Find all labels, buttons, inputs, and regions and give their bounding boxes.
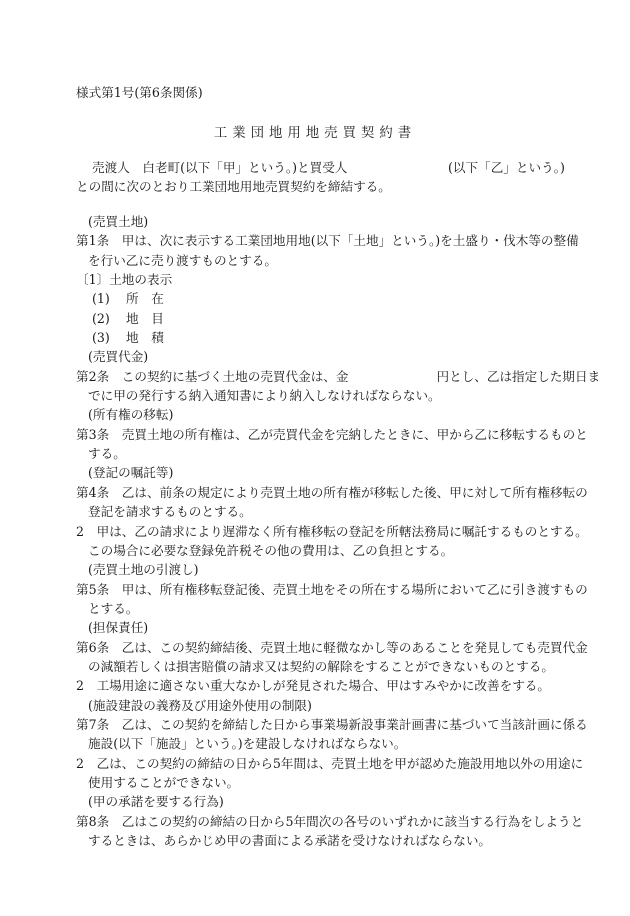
price-text-after: 円とし、乙は指定した期日ま	[436, 368, 601, 384]
article-line: 第4条 乙は、前条の規定により売買土地の所有権が移転した後、甲に対して所有権移転の	[76, 484, 588, 500]
article-line: 第3条 売買土地の所有権は、乙が売買代金を完納したときに、甲から乙に移転するものと	[76, 426, 588, 442]
article-continuation: するときは、あらかじめ甲の書面による承諾を受けなければならない。	[88, 833, 491, 848]
item-number: (3)	[92, 330, 110, 346]
article-continuation: の減額若しくは損害賠償の請求又は契約の解除をすることができないものとする。	[88, 658, 554, 674]
article-continuation: する。	[88, 446, 126, 462]
article-line: 第6条 乙は、この契約締結後、売買土地に軽微なかし等のあることを発見しても売買代金	[76, 639, 588, 655]
item-label: 所 在	[126, 291, 164, 307]
article-line: 2 工場用途に適さない重大なかしが発見された場合、甲はすみやかに改善をする。	[76, 678, 550, 694]
article-continuation: 登記を請求するものとする。	[88, 504, 252, 520]
section-heading: (施設建設の義務及び用途外使用の制限)	[88, 697, 312, 713]
item-label: 地 積	[126, 330, 164, 346]
land-display-item	[76, 328, 566, 347]
section-heading: (登記の嘱託等)	[88, 465, 174, 481]
item-number: (1)	[92, 291, 110, 307]
article-line: 第7条 乙は、この契約を締結した日から事業場新設事業計画書に基づいて当該計画に係る	[76, 716, 588, 732]
preamble-seller-buyer: 売渡人 白老町(以下「甲」という。)と買受人	[92, 160, 348, 175]
article-line: 2 乙は、この契約の締結の日から5年間は、売買土地を甲が認めた施設用地以外の用途に	[76, 755, 584, 771]
article-line: 2 甲は、乙の請求により遅滞なく所有権移転の登記を所轄法務局に嘱託するものとする。	[76, 523, 588, 539]
section-heading: (売買土地の引渡し)	[88, 562, 199, 578]
article-continuation: 使用することができない。	[88, 774, 240, 790]
preamble-parties	[76, 157, 566, 176]
land-display-heading: 〔1〕土地の表示	[76, 272, 173, 288]
article-continuation: この場合に必要な登録免許税その他の費用は、乙の負担とする。	[88, 542, 454, 558]
section-heading: (担保責任)	[88, 620, 149, 636]
article-continuation: でに甲の発行する納入通知書により納入しなければならない。	[88, 388, 441, 404]
form-number-label: 様式第1号(第6条関係)	[76, 85, 203, 100]
section-heading: (甲の承諾を要する行為)	[88, 794, 224, 810]
article-continuation: を行い乙に売り渡すものとする。	[88, 252, 277, 268]
article-line: 第8条 乙はこの契約の締結の日から5年間次の各号のいずれかに該当する行為をしようと	[76, 813, 584, 829]
section-heading: (売買土地)	[88, 214, 149, 229]
price-text-before: 第2条 この契約に基づく土地の売買代金は、金	[76, 368, 349, 384]
article-line: 第1条 甲は、次に表示する工業団地用地(以下「土地」という。)を土盛り・伐木等の整備	[76, 233, 579, 249]
section-heading: (所有権の移転)	[88, 407, 174, 423]
item-label: 地 目	[126, 310, 164, 326]
preamble-buyer-alias: (以下「乙」という。)	[448, 160, 565, 175]
land-display-item	[76, 289, 566, 308]
contract-body	[76, 212, 601, 850]
preamble-line-2: との間に次のとおり工業団地用地売買契約を締結する。	[76, 179, 391, 194]
article-continuation: 施設(以下「施設」という。)を建設しなければならない。	[88, 736, 407, 752]
article-line	[76, 367, 601, 386]
section-heading: (売買代金)	[88, 349, 149, 365]
article-continuation: とする。	[88, 600, 139, 616]
document-title: 工業団地用地売買契約書	[213, 126, 417, 141]
land-display-item	[76, 309, 566, 328]
article-line: 第5条 甲は、所有権移転登記後、売買土地をその所在する場所において乙に引き渡すもの	[76, 581, 588, 597]
item-number: (2)	[92, 310, 110, 326]
